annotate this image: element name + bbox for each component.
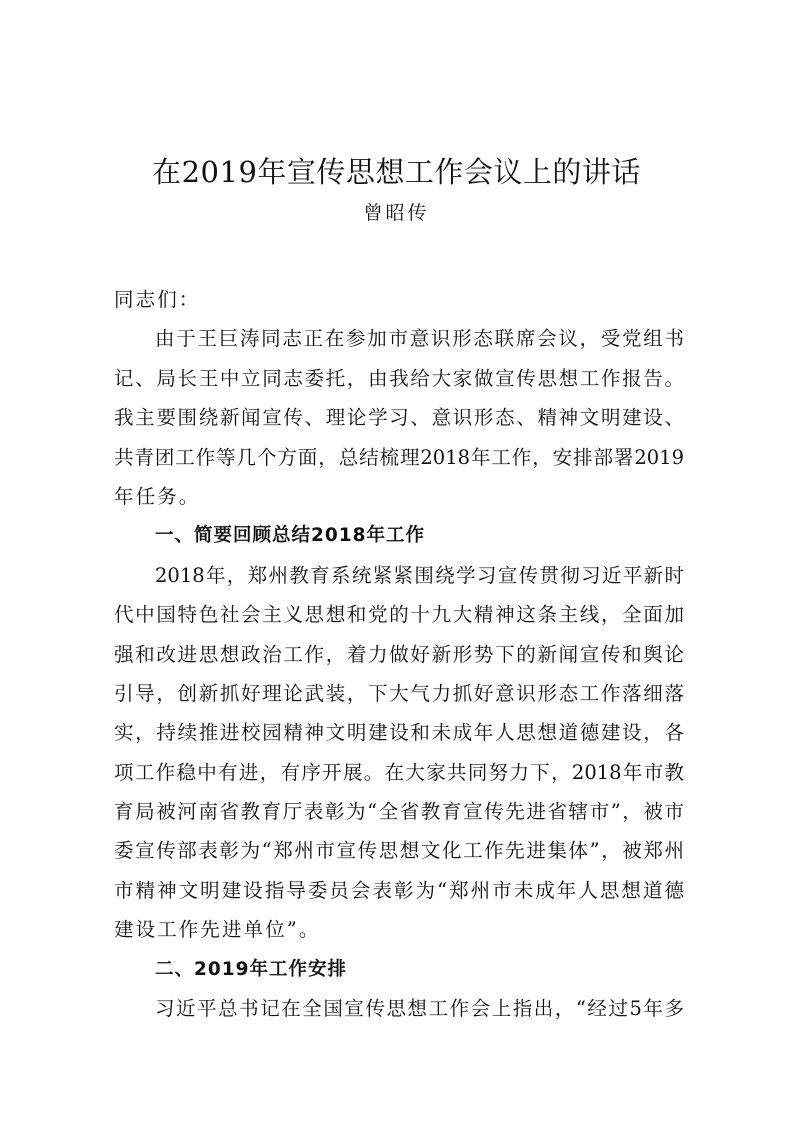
paragraph-line: 我主要围绕新闻宣传、理论学习、意识形态、精神文明建设、 bbox=[114, 406, 684, 430]
paragraph-line: 年任务。 bbox=[114, 484, 201, 508]
paragraph-line: 建设工作先进单位”。 bbox=[114, 918, 321, 942]
document-author: 曾昭传 bbox=[363, 202, 430, 224]
paragraph-line: 实，持续推进校园精神文明建设和未成年人思想道德建设，各 bbox=[114, 721, 684, 745]
paragraph-line: 习近平总书记在全国宣传思想工作会上指出，“经过5年多 bbox=[155, 997, 684, 1021]
paragraph-line: 委宣传部表彰为“郑州市宣传思想文化工作先进集体”，被郑州 bbox=[114, 839, 684, 863]
paragraph-line: 代中国特色社会主义思想和党的十九大精神这条主线，全面加 bbox=[114, 603, 684, 627]
section-heading-2: 二、2019年工作安排 bbox=[155, 958, 347, 980]
salutation: 同志们： bbox=[114, 288, 201, 311]
section-heading-1: 一、简要回顾总结2018年工作 bbox=[155, 525, 425, 547]
paragraph-line: 2018年，郑州教育系统紧紧围绕学习宣传贯彻习近平新时 bbox=[155, 563, 684, 587]
paragraph-line: 市精神文明建设指导委员会表彰为“郑州市未成年人思想道德 bbox=[114, 878, 684, 902]
paragraph-line: 引导，创新抓好理论武装，下大气力抓好意识形态工作落细落 bbox=[114, 681, 684, 705]
paragraph-line: 强和改进思想政治工作，着力做好新形势下的新闻宣传和舆论 bbox=[114, 642, 684, 666]
paragraph-line: 记、局长王中立同志委托，由我给大家做宣传思想工作报告。 bbox=[114, 366, 684, 390]
paragraph-line: 育局被河南省教育厅表彰为“全省教育宣传先进省辖市”，被市 bbox=[114, 800, 684, 824]
paragraph-line: 项工作稳中有进，有序开展。在大家共同努力下，2018年市教 bbox=[114, 760, 684, 784]
document-body bbox=[114, 280, 684, 1028]
document-title: 在2019年宣传思想工作会议上的讲话 bbox=[152, 155, 641, 189]
paragraph-line: 共青团工作等几个方面，总结梳理2018年工作，安排部署2019 bbox=[114, 445, 684, 469]
paragraph-line: 由于王巨涛同志正在参加市意识形态联席会议，受党组书 bbox=[155, 327, 684, 351]
